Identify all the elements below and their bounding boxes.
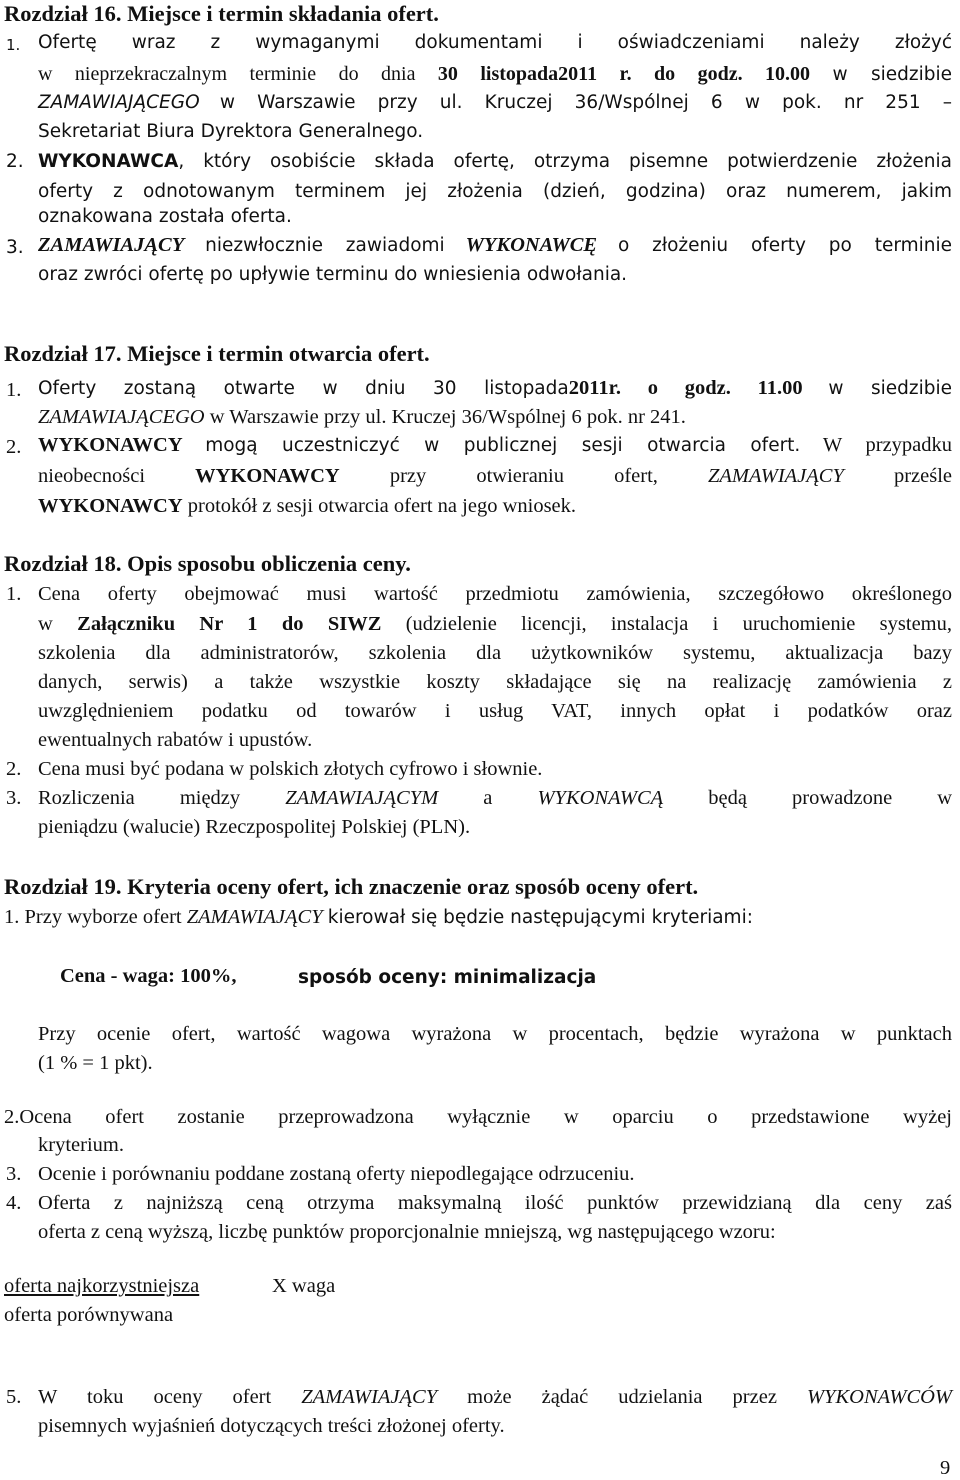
ch18-item-1-line-1: Cena oferty obejmować musi wartość przedmiotu zamówienia, szczegółowo określonego <box>38 583 952 605</box>
ch17-item-2-number: 2. <box>6 436 22 458</box>
ch18-item-1-line-3: szkolenia dla administratorów, szkolenia dla użytkowników systemu, aktualizacja bazy <box>38 642 952 664</box>
ch18-item-2-line-1: Cena musi być podana w polskich złotych cyfrowo i słownie. <box>38 758 543 780</box>
chapter-17-title: Rozdział 17. Miejsce i termin otwarcia ofert. <box>4 341 430 366</box>
ch17-item-2-line-2: nieobecności WYKONAWCY przy otwieraniu ofert, ZAMAWIAJĄCY prześle <box>38 465 952 487</box>
ch16-item-2-line-1: WYKONAWCA, który osobiście składa ofertę, otrzyma pisemne potwierdzenie złożenia <box>38 151 952 172</box>
ch16-item-3-number: 3. <box>6 237 24 258</box>
chapter-16-title: Rozdział 16. Miejsce i termin składania ofert. <box>4 1 439 26</box>
ch19-item-1: 1. Przy wyborze ofert ZAMAWIAJĄCY kierował się będzie następującymi kryteriami: <box>4 906 753 928</box>
ch17-item-1-line-1: Oferty zostaną otwarte w dniu 30 listopada2011r. o godz. 11.00 w siedzibie <box>38 377 952 399</box>
ch18-item-1-line-5: uwzględnieniem podatku od towarów i usług VAT, innych opłat i podatków oraz <box>38 700 952 722</box>
ch19-item-5-number: 5. <box>6 1386 22 1408</box>
ch18-item-2-number: 2. <box>6 758 22 780</box>
ch19-item-4-number: 4. <box>6 1192 22 1214</box>
ch18-item-1-line-6: ewentualnych rabatów i upustów. <box>38 729 313 751</box>
ch18-item-3-number: 3. <box>6 787 22 809</box>
ch16-item-2-line-3: oznakowana została oferta. <box>38 206 292 227</box>
ch19-item-5-line-2: pisemnych wyjaśnień dotyczących treści złożonej oferty. <box>38 1415 505 1437</box>
ch19-item-4-line-1: Oferta z najniższą ceną otrzyma maksymalną ilość punktów przewidzianą dla ceny zaś <box>38 1192 952 1214</box>
chapter-19-title: Rozdział 19. Kryteria oceny ofert, ich znaczenie oraz sposób oceny ofert. <box>4 874 699 899</box>
ch16-item-2-line-2: oferty z odnotowanym terminem jej złożenia (dzień, godzina) oraz numerem, jakim <box>38 181 952 202</box>
ch16-item-3-line-2: oraz zwróci ofertę po upływie terminu do wniesienia odwołania. <box>38 264 628 285</box>
ch18-item-1-number: 1. <box>6 583 22 605</box>
ch19-item-2-line-1: 2.Ocena ofert zostanie przeprowadzona wyłącznie w oparciu o przedstawione wyżej <box>4 1106 952 1128</box>
ch17-item-2-line-1: WYKONAWCY mogą uczestniczyć w publicznej sesji otwarcia ofert. W przypadku <box>38 434 953 456</box>
ch17-item-1-number: 1. <box>6 379 22 401</box>
ch16-item-1-number: 1. <box>6 36 21 54</box>
formula-denominator: oferta porównywana <box>4 1304 174 1326</box>
ch18-item-3-line-1: Rozliczenia między ZAMAWIAJĄCYM a WYKONAWCĄ będą prowadzone w <box>38 787 953 809</box>
ch17-item-2-line-3: WYKONAWCY protokół z sesji otwarcia ofert na jego wniosek. <box>38 495 577 517</box>
page-number: 9 <box>940 1457 951 1479</box>
criteria-weight: Cena - waga: 100%, <box>60 965 237 987</box>
ch16-item-3-line-1: ZAMAWIAJĄCY niezwłocznie zawiadomi WYKONAWCĘ o złożeniu oferty po terminie <box>38 234 953 256</box>
ch19-item-2-line-2: kryterium. <box>38 1134 124 1156</box>
ch18-item-3-line-2: pieniądzu (walucie) Rzeczpospolitej Polskiej (PLN). <box>38 816 471 838</box>
chapter-18-title: Rozdział 18. Opis sposobu obliczenia ceny. <box>4 551 411 576</box>
ch19-item-5-line-1: W toku oceny ofert ZAMAWIAJĄCY może żądać udzielania przez WYKONAWCÓW <box>38 1386 953 1408</box>
ch16-item-1-line-4: Sekretariat Biura Dyrektora Generalnego. <box>38 121 424 142</box>
ch19-item-4-line-2: oferta z ceną wyższą, liczbę punktów proporcjonalnie mniejszą, wg następującego wzoru: <box>38 1221 776 1243</box>
ch17-item-1-line-2: ZAMAWIAJĄCEGO w Warszawie przy ul. Kruczej 36/Wspólnej 6 pok. nr 241. <box>38 406 686 428</box>
formula-multiplier: X waga <box>272 1275 336 1297</box>
points-explanation-line-2: (1 % = 1 pkt). <box>38 1052 153 1074</box>
ch16-item-1-line-1: Ofertę wraz z wymaganymi dokumentami i oświadczeniami należy złożyć <box>38 32 952 53</box>
ch19-item-3-number: 3. <box>6 1163 22 1185</box>
criteria-method: sposób oceny: minimalizacja <box>298 967 597 988</box>
ch19-item-3-line-1: Ocenie i porównaniu poddane zostaną oferty niepodlegające odrzuceniu. <box>38 1163 635 1185</box>
ch18-item-1-line-4: danych, serwis) a także wszystkie koszty składające się na realizację zamówienia z <box>38 671 952 693</box>
points-explanation-line-1: Przy ocenie ofert, wartość wagowa wyrażona w procentach, będzie wyrażona w punktach <box>38 1023 952 1045</box>
ch16-item-2-number: 2. <box>6 151 24 172</box>
ch16-item-1-line-3: ZAMAWIAJĄCEGO w Warszawie przy ul. Kruczej 36/Wspólnej 6 w pok. nr 251 – <box>38 92 952 113</box>
ch18-item-1-line-2: w Załączniku Nr 1 do SIWZ (udzielenie licencji, instalacja i uruchomienie systemu, <box>38 613 953 635</box>
ch16-item-1-line-2: w nieprzekraczalnym terminie do dnia 30 listopada2011 r. do godz. 10.00 w siedzibie <box>38 63 952 85</box>
formula-numerator: oferta najkorzystniejsza <box>4 1275 200 1297</box>
